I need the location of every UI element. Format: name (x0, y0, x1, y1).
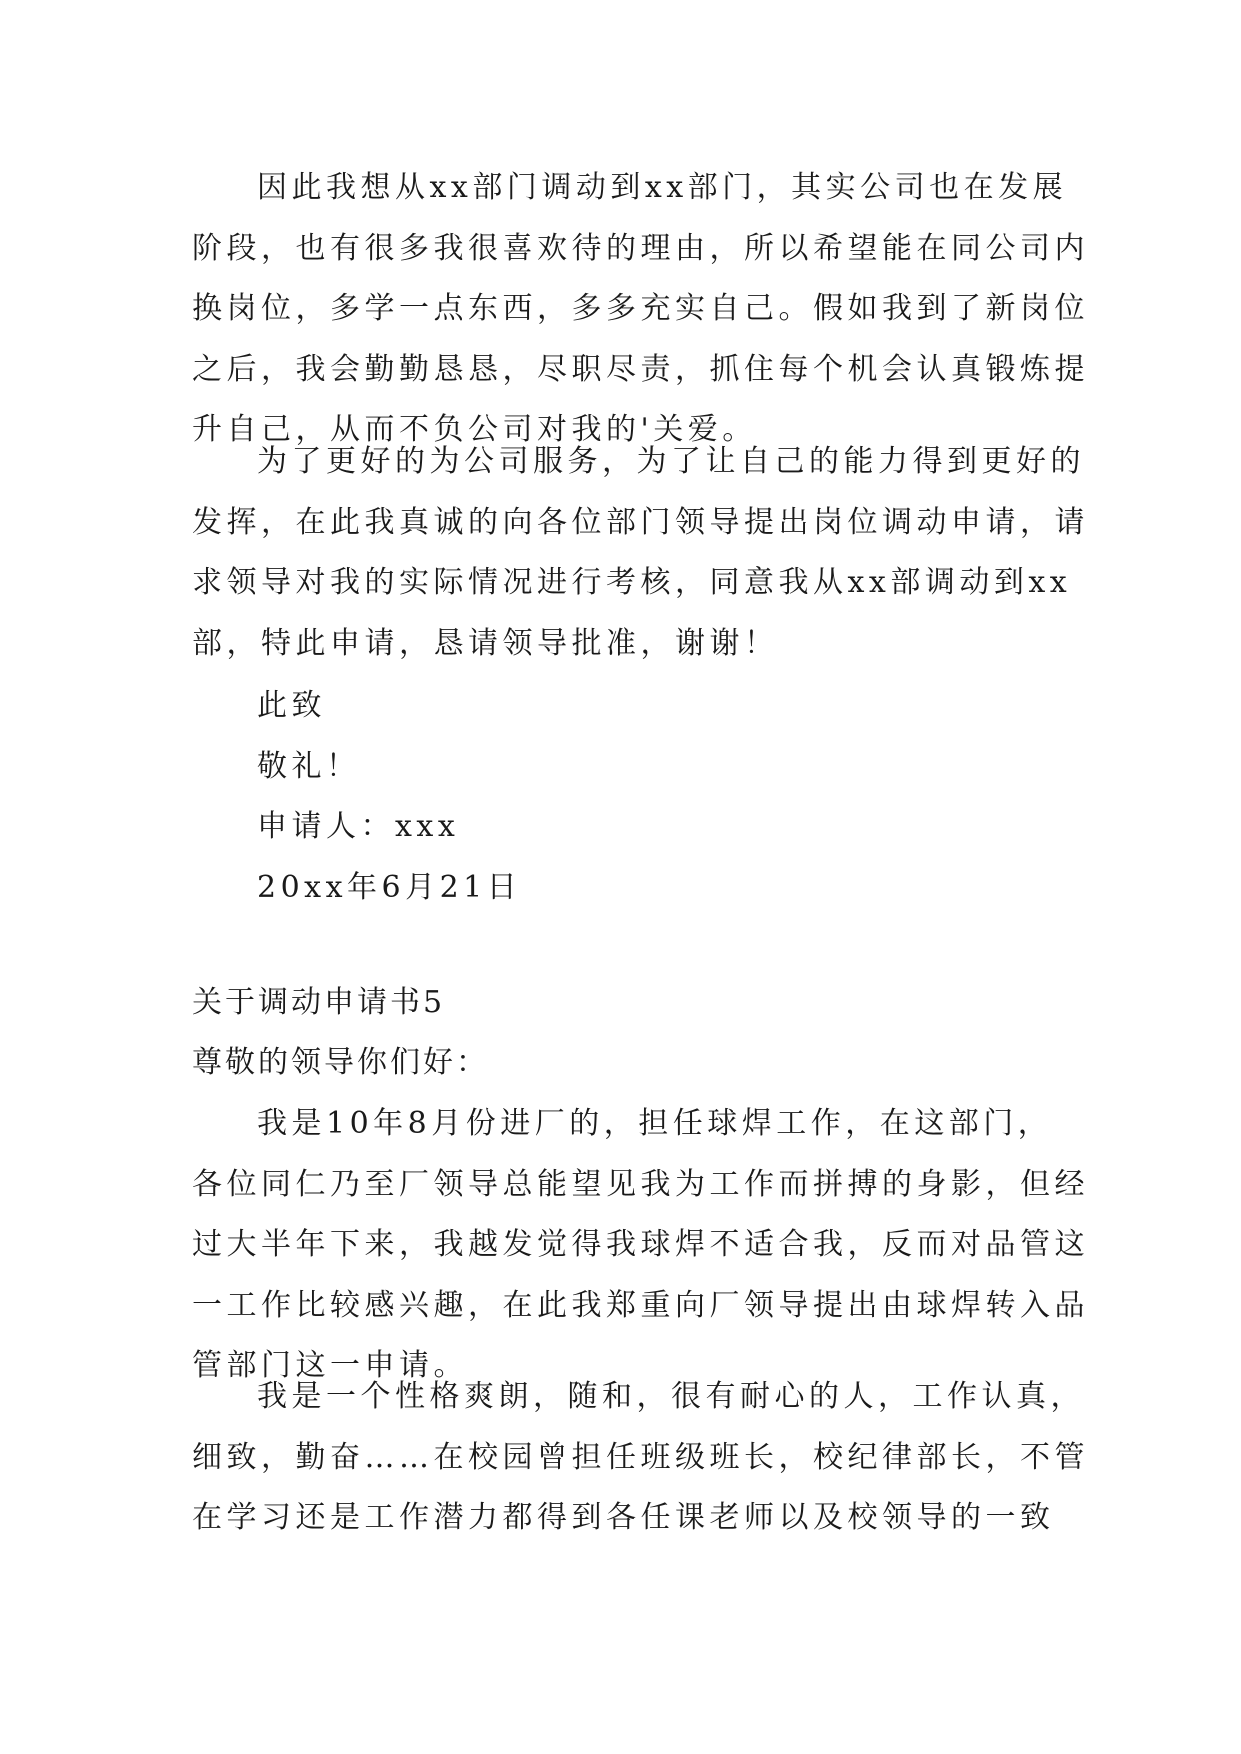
text-line: 升自己，从而不负公司对我的'关爱。 (192, 412, 757, 447)
closing-regards: 此致 (257, 688, 326, 723)
text-line: 发挥，在此我真诚的向各位部门领导提出岗位调动申请，请 (192, 504, 1089, 540)
text-line: 求领导对我的实际情况进行考核，同意我从xx部调动到xx (192, 565, 1072, 600)
letter-2-paragraph-2 (192, 1367, 1089, 1549)
letter-2-salutation (192, 1033, 1062, 1094)
text-line: 部，特此申请，恳请领导批准，谢谢！ (192, 625, 779, 661)
text-line: 过大半年下来，我越发觉得我球焊不适合我，反而对品管这 (192, 1227, 1089, 1262)
text-line: 因此我想从xx部门调动到xx部门，其实公司也在发展 (257, 170, 1068, 205)
text-line: 细致，勤奋……在校园曾担任班级班长，校纪律部长，不管 (192, 1439, 1089, 1475)
text-line: 阶段，也有很多我很喜欢待的理由，所以希望能在同公司内 (192, 230, 1089, 266)
letter-2-paragraph-1 (192, 1094, 1089, 1397)
text-line: 一工作比较感兴趣，在此我郑重向厂领导提出由球焊转入品 (192, 1287, 1089, 1323)
letter-1-paragraph-2 (192, 432, 1089, 674)
applicant-signature: 申请人：xxx (257, 809, 460, 844)
text-line: 为了更好的为公司服务，为了让自己的能力得到更好的 (257, 444, 1085, 479)
text-line: 我是一个性格爽朗，随和，很有耐心的人，工作认真， (257, 1379, 1085, 1414)
text-line: 管部门这一申请。 (192, 1348, 468, 1383)
letter-1-paragraph-1 (192, 158, 1089, 461)
text-line: 之后，我会勤勤恳恳，尽职尽责，抓住每个机会认真锻炼提 (192, 351, 1089, 387)
text-line: 我是10年8月份进厂的，担任球焊工作，在这部门， (257, 1106, 1053, 1141)
closing-salute: 敬礼！ (257, 748, 361, 784)
letter-1-closing (192, 676, 1062, 918)
letter-2-title (192, 973, 1062, 1034)
letter-date: 20xx年6月21日 (257, 869, 522, 905)
section-title: 关于调动申请书5 (192, 985, 446, 1020)
salutation-text: 尊敬的领导你们好： (192, 1045, 489, 1080)
text-line: 换岗位，多学一点东西，多多充实自己。假如我到了新岗位 (192, 291, 1089, 326)
text-line: 在学习还是工作潜力都得到各任课老师以及校领导的一致 (192, 1500, 1055, 1535)
text-line: 各位同仁乃至厂领导总能望见我为工作而拼搏的身影，但经 (192, 1166, 1089, 1202)
